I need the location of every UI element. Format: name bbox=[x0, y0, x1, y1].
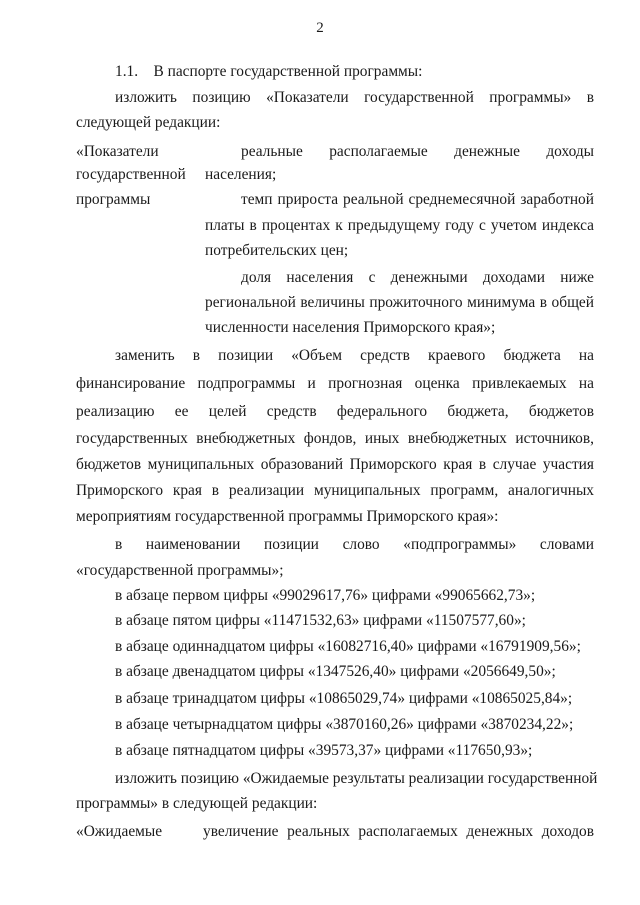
amendment-1: в абзаце первом цифры «99029617,76» цифрами «99065662,73»; bbox=[115, 587, 536, 604]
intro-line-2: следующей редакции: bbox=[76, 114, 221, 131]
amendment-3: в абзаце одиннадцатом цифры «16082716,40» цифрами «16791909,56»; bbox=[115, 638, 581, 655]
results-intro-line-1: изложить позицию «Ожидаемые результаты реализации государственной bbox=[115, 770, 598, 787]
amendment-2: в абзаце пятом цифры «11471532,63» цифрами «11507577,60»; bbox=[115, 612, 526, 629]
results-first-line: увеличение реальных располагаемых денежных доходов bbox=[203, 823, 594, 840]
indicators-label-2: государственной bbox=[76, 166, 186, 183]
indicators-label-1: «Показатели bbox=[76, 143, 159, 160]
indicator-3-line-1: доля населения с денежными доходами ниже bbox=[241, 269, 594, 286]
naming-line-2: «государственной программы»; bbox=[76, 562, 284, 579]
replace-line-3: реализацию ее целей средств федерального бюджета, бюджетов bbox=[76, 403, 594, 420]
indicator-2-line-3: потребительских цен; bbox=[205, 242, 349, 259]
indicator-1-line-2: населения; bbox=[205, 166, 277, 183]
amendment-7: в абзаце пятнадцатом цифры «39573,37» цифрами «117650,93»; bbox=[115, 742, 533, 759]
indicators-label-3: программы bbox=[76, 191, 151, 208]
indicator-3-line-2: региональной величины прожиточного минимума в общей bbox=[205, 294, 594, 311]
replace-line-1: заменить в позиции «Объем средств краевого бюджета на bbox=[115, 347, 594, 364]
intro-line-1: изложить позицию «Показатели государственной программы» в bbox=[115, 89, 594, 106]
amendment-4: в абзаце двенадцатом цифры «1347526,40» цифрами «2056649,50»; bbox=[115, 663, 556, 680]
naming-line-1: в наименовании позиции слово «подпрограммы» словами bbox=[115, 536, 594, 553]
replace-line-2: финансирование подпрограммы и прогнозная оценка привлекаемых на bbox=[76, 375, 594, 392]
page-number: 2 bbox=[316, 20, 324, 36]
results-intro-line-2: программы» в следующей редакции: bbox=[76, 795, 318, 812]
replace-line-6: Приморского края в реализации муниципальных программ, аналогичных bbox=[76, 482, 594, 499]
replace-line-5: бюджетов муниципальных образований Приморского края в случае участия bbox=[76, 456, 594, 473]
section-heading: 1.1. В паспорте государственной программы: bbox=[115, 63, 423, 80]
indicator-1-line-1: реальные располагаемые денежные доходы bbox=[241, 143, 594, 160]
replace-line-7: мероприятиям государственной программы Приморского края»: bbox=[76, 508, 499, 525]
indicator-3-line-3: численности населения Приморского края»; bbox=[205, 319, 496, 336]
replace-line-4: государственных внебюджетных фондов, иных внебюджетных источников, bbox=[76, 430, 594, 447]
results-label: «Ожидаемые bbox=[76, 823, 163, 840]
amendment-6: в абзаце четырнадцатом цифры «3870160,26» цифрами «3870234,22»; bbox=[115, 716, 574, 733]
amendment-5: в абзаце тринадцатом цифры «10865029,74» цифрами «10865025,84»; bbox=[115, 690, 573, 707]
indicator-2-line-2: платы в процентах к предыдущему году с учетом индекса bbox=[205, 217, 594, 234]
indicator-2-line-1: темп прироста реальной среднемесячной заработной bbox=[241, 191, 594, 208]
